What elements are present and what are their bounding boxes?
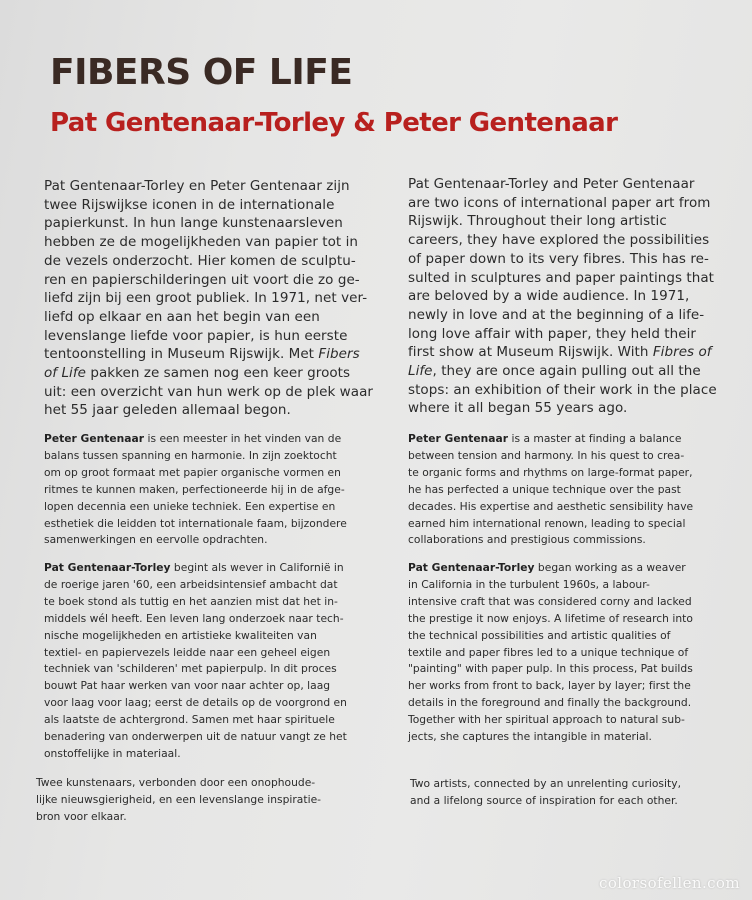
italic-of: of Life: [44, 365, 86, 382]
intro-line-10-rest: pakken ze samen nog een keer groots: [85, 365, 351, 382]
english-intro: Pat Gentenaar-Torley and Peter Gentenaar are two icons of international paper art from Rijswijk. Throughout their long artistic careers, they have explored the possibilities of paper down to its very fibres. This has re- sulted in sculptures and paper paintings that are beloved by a wide audience. In 1971, newly in love and at the beginning of a life- long love affair with paper, they held their first show at Museum Rijswijk. With Fibres of Life, they are once again pulling out all the stops: an exhibition of their work in the place where it all began 55 years ago.: [408, 176, 717, 417]
exhibition-title: FIBERS OF LIFE: [50, 52, 353, 93]
dutch-peter-paragraph: Peter Gentenaar is een meester in het vinden van de balans tussen spanning en harmonie. In zijn zoektocht om op groot formaat met papier organische vormen en ritmes te kunnen maken, perfectioneerde hij in de afge- lopen decennia een unieke techniek. Een expertise en esthetiek die leidden tot internationale faam, bijzondere samenwerkingen en eervolle opdrachten.: [44, 432, 347, 547]
exhibition-subtitle: Pat Gentenaar-Torley & Peter Gentenaar: [50, 108, 618, 138]
english-peter-paragraph: Peter Gentenaar is a master at finding a balance between tension and harmony. In his quest to crea- te organic forms and rhythms on large-format paper, he has perfected a unique technique over the past decades. His expertise and aesthetic sensibility have earned him international renown, leading to special collaborations and prestigious commissions.: [408, 432, 694, 547]
watermark: colorsofellen.com: [599, 874, 740, 892]
english-closing-paragraph: Two artists, connected by an unrelenting curiosity, and a lifelong source of inspiration for each other.: [410, 777, 681, 807]
dutch-intro: Pat Gentenaar-Torley en Peter Gentenaar zijn twee Rijswijkse iconen in de internationale papierkunst. In hun lange kunstenaarsleven hebben ze de mogelijkheden van papier tot in de vezels onderzocht. Hier komen de sculptu- ren en papierschilderingen uit voort die zo ge- liefd zijn bij een groot publiek. In 1971, net ver- liefd op elkaar en aan het begin van een levenslange liefde voor papier, is hun eerste tentoonstelling in Museum Rijswijk. Met Fibers of Life pakken ze samen nog een keer groots uit: een overzicht van hun werk op de plek waar het 55 jaar geleden allemaal begon.: [44, 178, 373, 419]
english-pat-paragraph: Pat Gentenaar-Torley began working as a weaver in California in the turbulent 1960s, a labour- intensive craft that was considered corny and lacked the prestige it now enjoys. A lifetime of research into the technical possibilities and artistic qualities of textile and paper fibres led to a unique technique of "painting" with paper pulp. In this process, Pat builds her works from front to back, layer by layer; first the details in the foreground and finally the background. Together with her spiritual approach to natural sub- jects, she captures the intangible in material.: [408, 561, 693, 744]
dutch-closing-paragraph: Twee kunstenaars, verbonden door een onophoude- lijke nieuwsgierigheid, en een levenslange inspiratie- bron voor elkaar.: [36, 776, 322, 823]
dutch-pat-paragraph: Pat Gentenaar-Torley begint als wever in Californië in de roerige jaren '60, een arbeidsintensief ambacht dat te boek stond als tuttig en het aanzien mist dat het in- middels wél heeft. Een leven lang onderzoek naar tech- nische mogelijkheden en artistieke kwaliteiten van textiel- en papiervezels leidde naar een geheel eigen techniek van 'schilderen' met papierpulp. In dit proces bouwt Pat haar werken van voor naar achter op, laag voor laag voor laag; eerst de details op de voorgrond en als laatste de achtergrond. Samen met haar spirituele benadering van onderwerpen uit de natuur vangt ze het onstoffelijke in materiaal.: [44, 561, 347, 760]
